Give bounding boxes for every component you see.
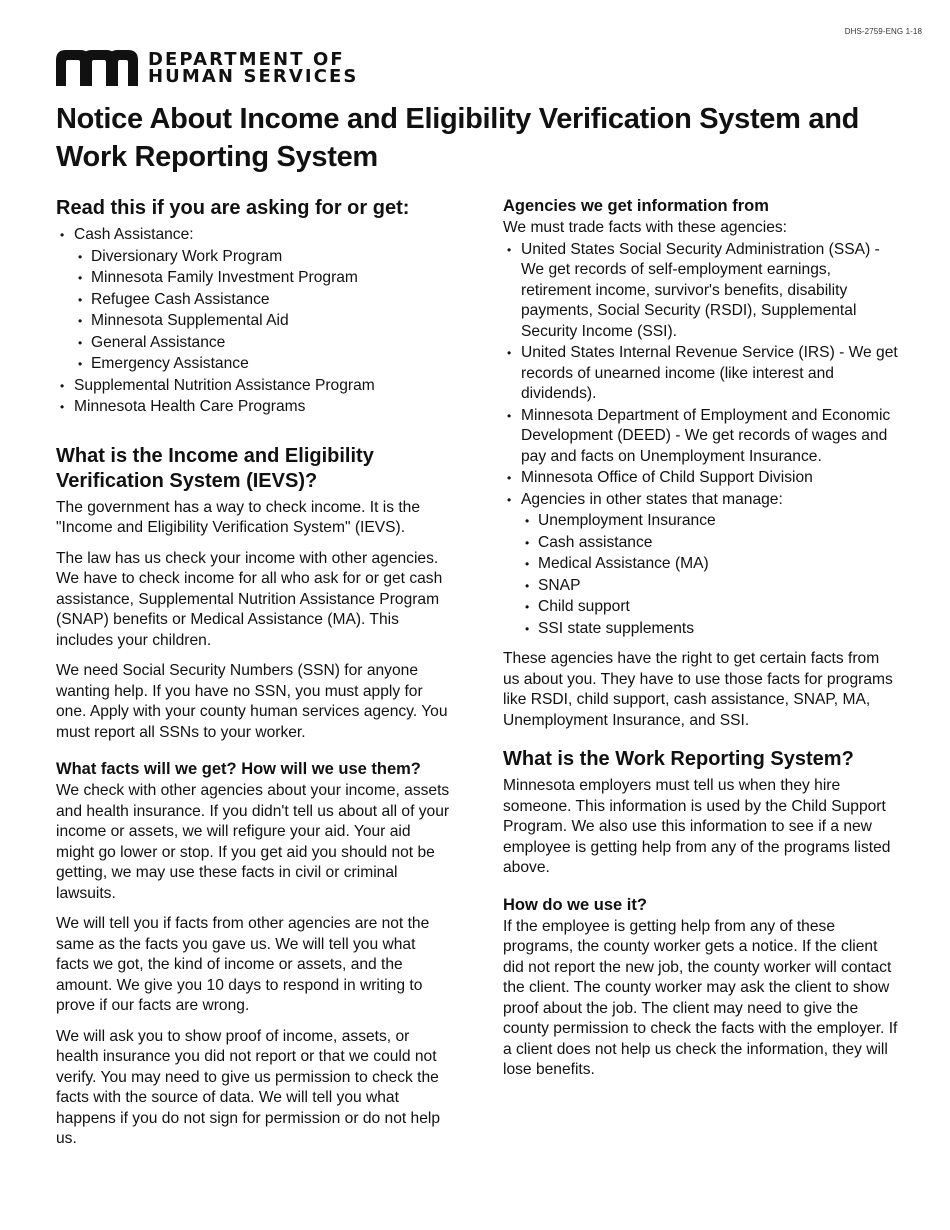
programs-list [56, 225, 451, 418]
dhs-logo [56, 50, 358, 86]
logo-line-2: HUMAN SERVICES [148, 66, 359, 87]
agencies-list [503, 240, 898, 640]
list-item: • Unemployment Insurance [521, 511, 898, 532]
facts-paragraph: We check with other agencies about your income, assets and health insurance. If you didn't tell us about all of your income or assets, we will refigure your aid. Your aid might go lower or stop. If you get aid you should not be getting, we may use these facts in civil or criminal lawsuits. [56, 782, 450, 902]
agencies-intro: We must trade facts with these agencies: [503, 219, 787, 236]
list-item: • General Assistance [74, 333, 451, 354]
how-use-paragraph: If the employee is getting help from any of these programs, the county worker gets a notice. If the client did not report the new job, the county worker will contact the client. The county worker may ask the client to show proof about the job. The client may need to give the county permission to check the facts with the employer. If a client does not help us check the information, they will lose benefits. [503, 917, 898, 1078]
document-code: DHS-2759-ENG 1-18 [844, 27, 922, 36]
list-item-label: Cash Assistance: [74, 226, 194, 243]
list-item: • Emergency Assistance [74, 354, 451, 375]
facts-paragraph: We will ask you to show proof of income, assets, or health insurance you did not report or that we could not verify. You may need to give us permission to check the facts with the source of data. We will tell you what happens if you do not sign for permission or do not help us. [56, 1027, 441, 1147]
left-column [56, 196, 451, 1160]
work-reporting-heading: What is the Work Reporting System? [503, 748, 854, 770]
list-item: • Minnesota Family Investment Program [74, 268, 451, 289]
logo-line-1: DEPARTMENT OF [148, 49, 345, 70]
ievs-paragraph: The law has us check your income with other agencies. We have to check income for all who ask for or get cash assistance, Supplemental Nutrition Assistance Program (SNAP) benefits or Medical Assistance (MA). This includes your children. [56, 549, 443, 649]
facts-paragraph: We will tell you if facts from other agencies are not the same as the facts you gave us. We will tell you what facts we got, the kind of income or assets, and the amount. We give you 10 days to respond in writing to prove if our facts are wrong. [56, 915, 430, 1014]
list-item: • United States Social Security Administration (SSA) - We get records of self-employment earnings, retirement income, survivor's benefits, disability payments, Social Security (RSDI), Supplemental Security Income (SSI). [503, 240, 898, 343]
agencies-heading: Agencies we get information from [503, 197, 769, 215]
list-item: • SNAP [521, 576, 898, 597]
list-item: • Minnesota Office of Child Support Division [503, 468, 898, 489]
how-use-heading: How do we use it? [503, 895, 647, 914]
list-item [56, 225, 451, 375]
page-title: Notice About Income and Eligibility Verification System and Work Reporting System [56, 103, 860, 173]
list-item: • Supplemental Nutrition Assistance Program [56, 376, 451, 397]
right-column [503, 196, 898, 1091]
ievs-paragraph: We need Social Security Numbers (SSN) for anyone wanting help. If you have no SSN, you must apply for one. Apply with your county human services agency. You must report all SSNs to your worker. [56, 662, 448, 741]
list-item [503, 490, 898, 640]
ievs-heading: What is the Income and Eligibility Verification System (IEVS)? [56, 444, 374, 492]
list-item: • Minnesota Supplemental Aid [74, 311, 451, 332]
list-item-label: Agencies in other states that manage: [521, 490, 783, 508]
agencies-closing: These agencies have the right to get certain facts from us about you. They have to use those facts for programs like RSDI, child support, cash assistance, SNAP, MA, Unemployment Insurance, and SSI. [503, 650, 893, 729]
read-this-heading: Read this if you are asking for or get: [56, 197, 410, 219]
list-item: • Cash assistance [521, 533, 898, 554]
cash-assistance-sublist [74, 247, 451, 375]
list-item: • Minnesota Health Care Programs [56, 397, 451, 418]
logo-wordmark [148, 51, 358, 85]
facts-heading: What facts will we get? How will we use them? [56, 760, 421, 778]
mn-logo-icon [56, 50, 138, 86]
list-item: • SSI state supplements [521, 619, 898, 640]
other-states-sublist [521, 511, 898, 639]
list-item: • Diversionary Work Program [74, 247, 451, 268]
list-item: • Medical Assistance (MA) [521, 554, 898, 575]
list-item: • Refugee Cash Assistance [74, 290, 451, 311]
list-item: • Minnesota Department of Employment and Economic Development (DEED) - We get records of wages and pay and facts on Unemployment Insurance. [503, 406, 898, 468]
list-item: • Child support [521, 597, 898, 618]
list-item: • United States Internal Revenue Service (IRS) - We get records of unearned income (like interest and dividends). [503, 343, 898, 405]
ievs-paragraph: The government has a way to check income. It is the "Income and Eligibility Verification System" (IEVS). [56, 498, 421, 536]
work-reporting-paragraph: Minnesota employers must tell us when they hire someone. This information is used by the Child Support Program. We also use this information to see if a new employee is getting help from any of the programs listed above. [503, 777, 891, 876]
